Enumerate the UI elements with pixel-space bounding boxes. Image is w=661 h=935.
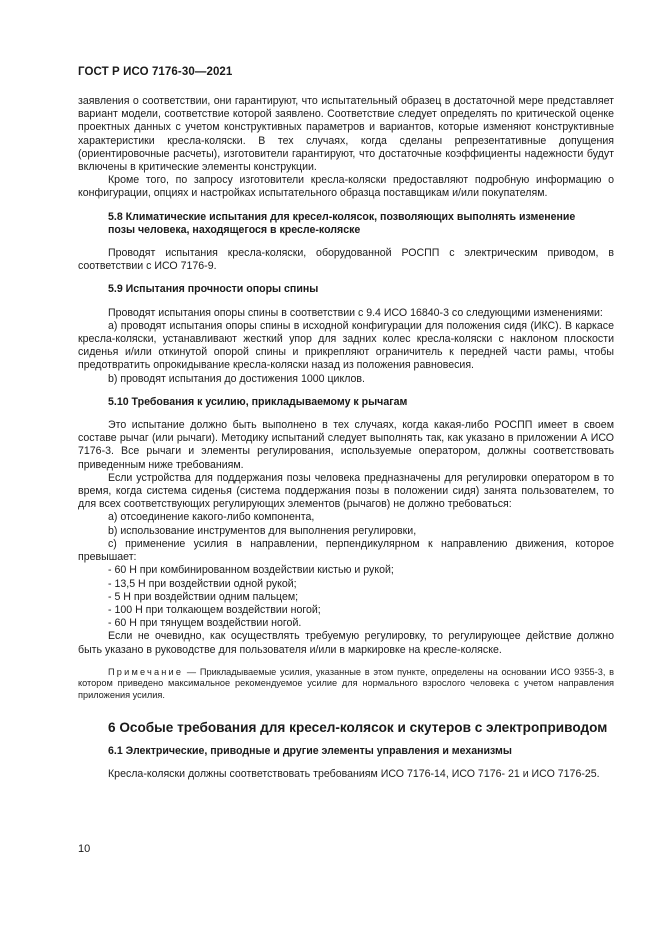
running-header: ГОСТ Р ИСО 7176-30—2021 (78, 66, 233, 78)
section-5-8 (78, 211, 614, 274)
section-6-1-paragraph: Кресла-коляски должны соответствовать требованиям ИСО 7176-14, ИСО 7176- 21 и ИСО 7176-25. (108, 767, 600, 780)
section-5-10-item-c: c) применение усилия в направлении, перпендикулярном к направлению движения, которое превышает: (78, 537, 614, 564)
section-5-9-item-b: b) проводят испытания до достижения 1000 циклов. (108, 372, 365, 385)
force-limit-item: - 13,5 Н при воздействии одной рукой; (108, 577, 297, 590)
section-5-8-heading-line-2: позы человека, находящегося в кресле-коляске (108, 223, 361, 236)
force-limit-item: - 60 Н при тянущем воздействии ногой. (108, 617, 302, 630)
force-limit-item: - 60 Н при комбинированном воздействии кистью и рукой; (108, 564, 394, 577)
section-5-10-item-b: b) использование инструментов для выполнения регулировки, (108, 524, 417, 537)
section-5-9 (78, 283, 614, 385)
section-5-9-paragraph: Проводят испытания опоры спины в соответствии с 9.4 ИСО 16840-3 со следующими изменениями: (108, 306, 603, 319)
page-body (78, 95, 614, 781)
section-5-9-item-a: a) проводят испытания опоры спины в исходной конфигурации для положения сидя (ИКС). В каркасе кресла-коляски, устанавливают жесткий упор для задних колес кресла-коляски с наклоном плоскости сиденья и/или откинутой опорой спины и прикрепляют ограничитель к передней части рамы, чтобы предотвратить опрокидывание кресла-коляски назад из положения равновесия. (78, 319, 614, 372)
section-5-8-paragraph: Проводят испытания кресла-коляски, оборудованной РОСПП с электрическим приводом, в соответствии с ИСО 7176-9. (78, 247, 614, 273)
section-5-8-heading (78, 211, 614, 237)
force-limit-item: - 5 Н при воздействии одним пальцем; (108, 590, 299, 603)
section-5-9-heading: 5.9 Испытания прочности опоры спины (108, 283, 319, 296)
page-number: 10 (78, 843, 91, 855)
section-5-10 (78, 396, 614, 702)
section-6-1-heading: 6.1 Электрические, приводные и другие элементы управления и механизмы (108, 744, 512, 757)
force-limit-item: - 100 Н при толкающем воздействии ногой; (108, 603, 321, 616)
section-5-8-heading-line-1: 5.8 Климатические испытания для кресел-колясок, позволяющих выполнять изменение (108, 210, 576, 223)
section-5-10-paragraph-1: Это испытание должно быть выполнено в тех случаях, когда какая-либо РОСПП имеет в своем составе рычаг (или рычаги). Методику испытаний следует выполнять так, как указано в приложении А ИСО 7176-3. Все рычаги и элементы регулирования, используемые оператором, должны соответствовать приведенным ниже требованиям. (78, 419, 614, 471)
intro-paragraph-1: заявления о соответствии, они гарантируют, что испытательный образец в достаточной мере представляет вариант модели, соответствие которой заявлено. Соответствие следует определять по критической оценке проектных данных с учетом конструктивных параметров и вариантов, которые изменяют конструктивные характеристики кресла-коляски. В тех случаях, когда сделаны репрезентативные допущения (ориентировочные расчеты), изготовители гарантируют, что достаточные коэффициенты надежности будут включены в критические элементы конструкции. (78, 95, 614, 174)
section-5-10-item-a: a) отсоединение какого-либо компонента, (108, 511, 315, 524)
note-label: Примечание (108, 666, 184, 677)
section-5-10-heading: 5.10 Требования к усилию, прикладываемому к рычагам (108, 395, 408, 408)
intro-paragraph-2: Кроме того, по запросу изготовители кресла-коляски предоставляют подробную информацию о конфигурации, опциях и настройках испытательного образца поставщикам и/или покупателям. (78, 174, 614, 200)
section-6-heading: 6 Особые требования для кресел-колясок и скутеров с электроприводом (108, 719, 608, 735)
note-text: — Прикладываемые усилия, указанные в этом пункте, определены на основании ИСО 9355-3, в котором приведено максимальное рекомендуемое усилие для нормального взрослого человека с учетом направления приложения усилия. (78, 666, 614, 700)
section-6 (78, 720, 614, 781)
section-5-10-paragraph-3: Если не очевидно, как осуществлять требуемую регулировку, то регулирующее действие должно быть указано в руководстве для пользователя и/или в маркировке на кресле-коляске. (78, 630, 614, 656)
section-5-10-paragraph-2: Если устройства для поддержания позы человека предназначены для регулировки оператором в то время, когда система сиденья (система поддержания позы в положении сидя) занята пользователем, то для всех соответствующих регулирующих элементов (рычагов) не должно требоваться: (78, 471, 614, 511)
note (78, 667, 614, 702)
